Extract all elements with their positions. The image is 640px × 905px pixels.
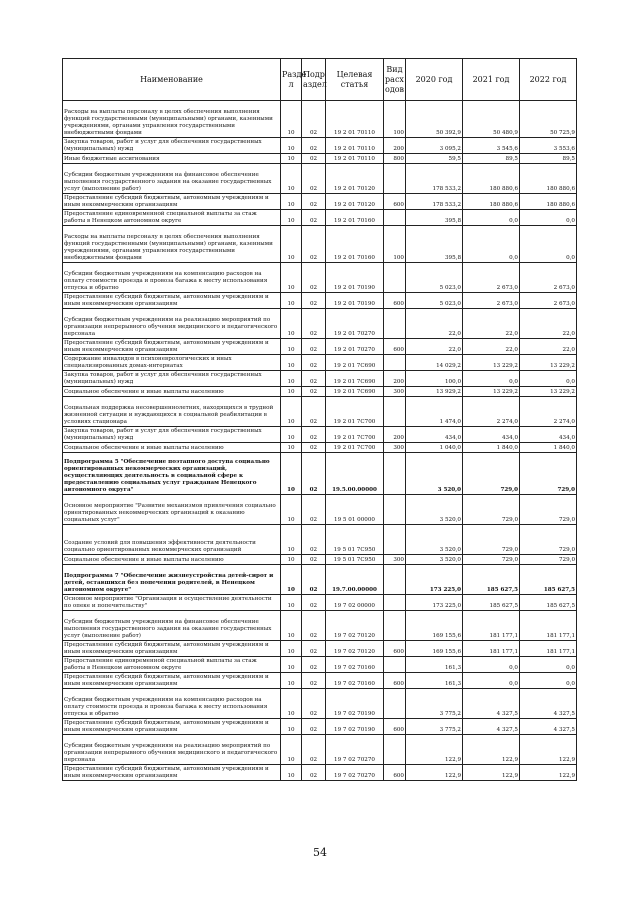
cell-subsection: 02 [302, 657, 326, 673]
cell-year-2022: 0,0 [520, 673, 577, 689]
cell-target-article: 19 2 01 7С690 [326, 371, 384, 387]
cell-year-2021: 2 274,0 [463, 397, 520, 427]
table-row [63, 371, 577, 387]
cell-subsection: 02 [302, 565, 326, 595]
cell-year-2020: 3 520,0 [406, 453, 463, 495]
cell-section: 10 [281, 735, 302, 765]
cell-year-2022: 180 880,6 [520, 164, 577, 194]
cell-year-2022: 13 229,2 [520, 387, 577, 397]
header-year-2020: 2020 год [406, 59, 463, 101]
cell-expense-type [384, 657, 406, 673]
cell-name: Социальное обеспечение и иные выплаты населению [63, 387, 281, 397]
cell-year-2021: 13 229,2 [463, 387, 520, 397]
cell-subsection: 02 [302, 453, 326, 495]
cell-expense-type: 600 [384, 719, 406, 735]
cell-name: Подпрограмма 5 "Обеспечение поэтапного доступа социально ориентированных некоммерческих организаций, осуществляющих деятельность в социальной сфере к предоставлению социальных услуг гражданам Ненецкого автономного округа" [63, 453, 281, 495]
cell-expense-type [384, 689, 406, 719]
cell-expense-type: 200 [384, 427, 406, 443]
cell-year-2022: 180 880,6 [520, 194, 577, 210]
cell-name: Предоставление субсидий бюджетным, автономным учреждениям и иным некоммерческим организациям [63, 673, 281, 689]
cell-target-article: 19 2 01 70270 [326, 339, 384, 355]
cell-year-2020: 3 775,2 [406, 719, 463, 735]
cell-year-2022: 0,0 [520, 371, 577, 387]
header-target-article: Целевая статья [326, 59, 384, 101]
cell-year-2020: 395,8 [406, 226, 463, 263]
cell-year-2020: 50 392,9 [406, 101, 463, 138]
cell-target-article: 19 5 01 7С950 [326, 525, 384, 555]
table-row [63, 443, 577, 453]
cell-target-article: 19 7 02 70160 [326, 657, 384, 673]
cell-expense-type [384, 611, 406, 641]
cell-year-2021: 89,5 [463, 154, 520, 164]
cell-target-article: 19 2 01 70160 [326, 210, 384, 226]
cell-year-2021: 2 673,0 [463, 293, 520, 309]
cell-name: Субсидии бюджетным учреждениям на финансовое обеспечение выполнения государственного задания на оказание государственных услуг (выполнение работ) [63, 611, 281, 641]
cell-year-2020: 395,8 [406, 210, 463, 226]
cell-expense-type [384, 495, 406, 525]
cell-year-2022: 729,0 [520, 495, 577, 525]
cell-section: 10 [281, 371, 302, 387]
cell-section: 10 [281, 164, 302, 194]
cell-section: 10 [281, 555, 302, 565]
cell-target-article: 19 2 01 70120 [326, 194, 384, 210]
cell-target-article: 19 2 01 7С700 [326, 397, 384, 427]
cell-section: 10 [281, 443, 302, 453]
header-subsection: Подр аздел [302, 59, 326, 101]
cell-expense-type: 600 [384, 673, 406, 689]
cell-year-2022: 89,5 [520, 154, 577, 164]
table-row [63, 309, 577, 339]
cell-name: Предоставление субсидий бюджетным, автономным учреждениям и иным некоммерческим организациям [63, 293, 281, 309]
cell-year-2020: 173 225,0 [406, 565, 463, 595]
cell-year-2020: 100,0 [406, 371, 463, 387]
cell-year-2021: 434,0 [463, 427, 520, 443]
cell-name: Предоставление единовременной специальной выплаты за стаж работы в Ненецком автономном округе [63, 657, 281, 673]
cell-year-2022: 181 177,1 [520, 641, 577, 657]
cell-year-2021: 0,0 [463, 657, 520, 673]
cell-target-article: 19 7 02 00000 [326, 595, 384, 611]
cell-section: 10 [281, 339, 302, 355]
cell-name: Основное мероприятие "Организация и осуществление деятельности по опеке и попечительству" [63, 595, 281, 611]
cell-section: 10 [281, 641, 302, 657]
cell-year-2020: 13 929,2 [406, 387, 463, 397]
cell-target-article: 19.5.00.00000 [326, 453, 384, 495]
cell-section: 10 [281, 387, 302, 397]
cell-year-2022: 1 840,0 [520, 443, 577, 453]
cell-year-2020: 434,0 [406, 427, 463, 443]
table-row [63, 293, 577, 309]
cell-expense-type: 100 [384, 101, 406, 138]
table-row [63, 555, 577, 565]
cell-year-2022: 122,9 [520, 735, 577, 765]
cell-target-article: 19 2 01 70190 [326, 293, 384, 309]
cell-year-2020: 59,5 [406, 154, 463, 164]
cell-year-2022: 2 274,0 [520, 397, 577, 427]
cell-year-2021: 185 627,5 [463, 595, 520, 611]
cell-name: Субсидии бюджетным учреждениям на реализацию мероприятий по организации непрерывного обучения медицинского и педагогического персонала [63, 309, 281, 339]
cell-subsection: 02 [302, 427, 326, 443]
cell-expense-type [384, 595, 406, 611]
cell-subsection: 02 [302, 355, 326, 371]
cell-section: 10 [281, 611, 302, 641]
cell-year-2021: 122,9 [463, 765, 520, 781]
cell-name: Подпрограмма 7 "Обеспечение жизнеустройства детей-сирот и детей, оставшихся без попечения родителей, в Ненецком автономном округе" [63, 565, 281, 595]
cell-subsection: 02 [302, 194, 326, 210]
cell-year-2022: 4 327,5 [520, 719, 577, 735]
cell-target-article: 19 7 02 70120 [326, 641, 384, 657]
cell-year-2022: 181 177,1 [520, 611, 577, 641]
table-row [63, 673, 577, 689]
header-year-2022: 2022 год [520, 59, 577, 101]
table-header-row [63, 59, 577, 101]
cell-subsection: 02 [302, 443, 326, 453]
cell-expense-type [384, 735, 406, 765]
cell-year-2020: 22,0 [406, 339, 463, 355]
cell-name: Предоставление субсидий бюджетным, автономным учреждениям и иным некоммерческим организациям [63, 339, 281, 355]
cell-target-article: 19 7 02 70160 [326, 673, 384, 689]
cell-target-article: 19 2 01 7С690 [326, 387, 384, 397]
table-row [63, 101, 577, 138]
cell-section: 10 [281, 495, 302, 525]
cell-target-article: 19 5 01 7С950 [326, 555, 384, 565]
cell-year-2021: 0,0 [463, 371, 520, 387]
cell-year-2020: 161,3 [406, 673, 463, 689]
cell-expense-type [384, 565, 406, 595]
cell-year-2020: 122,9 [406, 765, 463, 781]
table-row [63, 765, 577, 781]
budget-table [62, 58, 577, 781]
cell-section: 10 [281, 565, 302, 595]
cell-section: 10 [281, 355, 302, 371]
cell-expense-type: 800 [384, 154, 406, 164]
cell-subsection: 02 [302, 735, 326, 765]
cell-target-article: 19.7.00.00000 [326, 565, 384, 595]
table-row [63, 427, 577, 443]
table-row [63, 657, 577, 673]
cell-expense-type [384, 210, 406, 226]
cell-subsection: 02 [302, 101, 326, 138]
cell-expense-type: 600 [384, 293, 406, 309]
cell-target-article: 19 2 01 7С700 [326, 443, 384, 453]
cell-target-article: 19 7 02 70270 [326, 735, 384, 765]
cell-section: 10 [281, 525, 302, 555]
cell-year-2022: 185 627,5 [520, 565, 577, 595]
table-row [63, 194, 577, 210]
cell-name: Предоставление единовременной специальной выплаты за стаж работы в Ненецком автономном округе [63, 210, 281, 226]
cell-name: Субсидии бюджетным учреждениям на компенсацию расходов на оплату стоимости проезда и провоза багажа к месту использования отпуска и обратно [63, 263, 281, 293]
cell-target-article: 19 2 01 70110 [326, 154, 384, 164]
cell-subsection: 02 [302, 397, 326, 427]
cell-section: 10 [281, 210, 302, 226]
table-row [63, 164, 577, 194]
cell-year-2021: 0,0 [463, 210, 520, 226]
cell-section: 10 [281, 719, 302, 735]
cell-section: 10 [281, 595, 302, 611]
cell-section: 10 [281, 427, 302, 443]
cell-target-article: 19 2 01 70190 [326, 263, 384, 293]
cell-target-article: 19 7 02 70190 [326, 719, 384, 735]
cell-subsection: 02 [302, 525, 326, 555]
cell-section: 10 [281, 194, 302, 210]
cell-year-2022: 0,0 [520, 210, 577, 226]
cell-year-2021: 729,0 [463, 453, 520, 495]
table-row [63, 719, 577, 735]
cell-name: Основное мероприятие "Развитие механизмов привлечения социально ориентированных некоммерческих организаций к оказанию социальных услуг" [63, 495, 281, 525]
table-row [63, 387, 577, 397]
cell-subsection: 02 [302, 495, 326, 525]
cell-year-2021: 181 177,1 [463, 641, 520, 657]
cell-year-2020: 3 520,0 [406, 555, 463, 565]
cell-year-2021: 4 327,5 [463, 689, 520, 719]
cell-subsection: 02 [302, 387, 326, 397]
cell-year-2021: 180 880,6 [463, 194, 520, 210]
cell-name: Предоставление субсидий бюджетным, автономным учреждениям и иным некоммерческим организациям [63, 765, 281, 781]
cell-year-2022: 50 725,9 [520, 101, 577, 138]
cell-section: 10 [281, 453, 302, 495]
cell-year-2021: 22,0 [463, 339, 520, 355]
cell-target-article: 19 5 01 00000 [326, 495, 384, 525]
cell-year-2021: 185 627,5 [463, 565, 520, 595]
cell-year-2021: 122,9 [463, 735, 520, 765]
cell-name: Расходы на выплаты персоналу в целях обеспечения выполнения функций государственными (муниципальными) органами, казенными учреждениями, органами управления государственными внебюджетными фондами [63, 226, 281, 263]
table-row [63, 641, 577, 657]
cell-target-article: 19 2 01 70120 [326, 164, 384, 194]
cell-year-2020: 173 225,0 [406, 595, 463, 611]
cell-year-2020: 169 155,6 [406, 611, 463, 641]
cell-subsection: 02 [302, 263, 326, 293]
cell-expense-type: 600 [384, 641, 406, 657]
cell-subsection: 02 [302, 309, 326, 339]
cell-expense-type [384, 309, 406, 339]
table-row [63, 226, 577, 263]
cell-name: Закупка товаров, работ и услуг для обеспечения государственных (муниципальных) нужд [63, 371, 281, 387]
cell-year-2022: 22,0 [520, 339, 577, 355]
cell-subsection: 02 [302, 719, 326, 735]
cell-year-2021: 3 545,6 [463, 138, 520, 154]
cell-target-article: 19 7 02 70270 [326, 765, 384, 781]
cell-expense-type [384, 397, 406, 427]
table-row [63, 210, 577, 226]
cell-section: 10 [281, 101, 302, 138]
cell-name: Субсидии бюджетным учреждениям на финансовое обеспечение выполнения государственного задания на оказание государственных услуг (выполнение работ) [63, 164, 281, 194]
cell-year-2022: 729,0 [520, 525, 577, 555]
cell-year-2021: 22,0 [463, 309, 520, 339]
cell-year-2020: 178 533,2 [406, 194, 463, 210]
cell-section: 10 [281, 293, 302, 309]
cell-year-2020: 3 095,2 [406, 138, 463, 154]
cell-expense-type: 300 [384, 555, 406, 565]
cell-subsection: 02 [302, 673, 326, 689]
cell-year-2020: 169 155,6 [406, 641, 463, 657]
cell-year-2022: 434,0 [520, 427, 577, 443]
cell-name: Предоставление субсидий бюджетным, автономным учреждениям и иным некоммерческим организациям [63, 641, 281, 657]
cell-subsection: 02 [302, 555, 326, 565]
cell-expense-type [384, 263, 406, 293]
cell-section: 10 [281, 689, 302, 719]
cell-year-2022: 22,0 [520, 309, 577, 339]
cell-subsection: 02 [302, 765, 326, 781]
cell-year-2021: 0,0 [463, 673, 520, 689]
cell-target-article: 19 2 01 70270 [326, 309, 384, 339]
cell-section: 10 [281, 309, 302, 339]
cell-target-article: 19 2 01 70110 [326, 138, 384, 154]
table-row [63, 339, 577, 355]
cell-year-2021: 180 880,6 [463, 164, 520, 194]
cell-section: 10 [281, 673, 302, 689]
cell-section: 10 [281, 138, 302, 154]
cell-year-2022: 729,0 [520, 453, 577, 495]
cell-year-2021: 729,0 [463, 555, 520, 565]
cell-subsection: 02 [302, 339, 326, 355]
cell-year-2022: 0,0 [520, 226, 577, 263]
table-row [63, 689, 577, 719]
cell-expense-type [384, 164, 406, 194]
cell-section: 10 [281, 154, 302, 164]
cell-name: Содержание инвалидов в психоневрологических и иных специализированных домах-интернатах [63, 355, 281, 371]
cell-year-2022: 13 229,2 [520, 355, 577, 371]
cell-subsection: 02 [302, 293, 326, 309]
cell-section: 10 [281, 263, 302, 293]
cell-expense-type: 600 [384, 765, 406, 781]
cell-year-2020: 1 040,0 [406, 443, 463, 453]
cell-name: Субсидии бюджетным учреждениям на реализацию мероприятий по организации непрерывного обучения медицинского и педагогического персонала [63, 735, 281, 765]
cell-subsection: 02 [302, 164, 326, 194]
cell-year-2021: 729,0 [463, 525, 520, 555]
cell-year-2020: 3 520,0 [406, 495, 463, 525]
cell-name: Предоставление субсидий бюджетным, автономным учреждениям и иным некоммерческим организациям [63, 719, 281, 735]
table-row [63, 154, 577, 164]
cell-subsection: 02 [302, 641, 326, 657]
table-row [63, 495, 577, 525]
cell-subsection: 02 [302, 226, 326, 263]
cell-name: Субсидии бюджетным учреждениям на компенсацию расходов на оплату стоимости проезда и провоза багажа к месту использования отпуска и обратно [63, 689, 281, 719]
cell-expense-type: 300 [384, 443, 406, 453]
cell-name: Создание условий для повышения эффективности деятельности социально ориентированных некоммерческих организаций [63, 525, 281, 555]
cell-year-2021: 2 673,0 [463, 263, 520, 293]
cell-name: Социальное обеспечение и иные выплаты населению [63, 555, 281, 565]
cell-year-2020: 122,9 [406, 735, 463, 765]
cell-subsection: 02 [302, 154, 326, 164]
cell-name: Расходы на выплаты персоналу в целях обеспечения выполнения функций государственными (муниципальными) органами, казенными учреждениями, органами управления государственными внебюджетными фондами [63, 101, 281, 138]
table-row [63, 595, 577, 611]
cell-year-2021: 0,0 [463, 226, 520, 263]
cell-section: 10 [281, 397, 302, 427]
cell-year-2020: 178 533,2 [406, 164, 463, 194]
document-page [62, 58, 576, 781]
cell-year-2020: 14 029,2 [406, 355, 463, 371]
table-row [63, 263, 577, 293]
cell-subsection: 02 [302, 595, 326, 611]
cell-expense-type [384, 453, 406, 495]
cell-expense-type: 100 [384, 226, 406, 263]
cell-year-2022: 2 673,0 [520, 293, 577, 309]
cell-expense-type [384, 525, 406, 555]
page-number: 54 [313, 846, 327, 859]
cell-year-2020: 5 023,0 [406, 293, 463, 309]
table-row [63, 138, 577, 154]
cell-section: 10 [281, 226, 302, 263]
cell-expense-type: 200 [384, 138, 406, 154]
cell-target-article: 19 7 02 70120 [326, 611, 384, 641]
cell-subsection: 02 [302, 689, 326, 719]
cell-year-2021: 4 327,5 [463, 719, 520, 735]
cell-subsection: 02 [302, 371, 326, 387]
header-name: Наименование [63, 59, 281, 101]
cell-expense-type: 600 [384, 194, 406, 210]
cell-year-2021: 729,0 [463, 495, 520, 525]
cell-year-2020: 3 520,0 [406, 525, 463, 555]
cell-year-2020: 161,3 [406, 657, 463, 673]
cell-year-2022: 0,0 [520, 657, 577, 673]
cell-target-article: 19 2 01 7С690 [326, 355, 384, 371]
table-row [63, 453, 577, 495]
cell-year-2022: 2 673,0 [520, 263, 577, 293]
cell-target-article: 19 2 01 7С700 [326, 427, 384, 443]
cell-year-2021: 1 840,0 [463, 443, 520, 453]
cell-section: 10 [281, 657, 302, 673]
cell-year-2020: 3 775,2 [406, 689, 463, 719]
cell-year-2022: 4 327,5 [520, 689, 577, 719]
header-expense-type: Вид расх одов [384, 59, 406, 101]
cell-year-2022: 185 627,5 [520, 595, 577, 611]
cell-name: Иные бюджетные ассигнования [63, 154, 281, 164]
cell-subsection: 02 [302, 138, 326, 154]
cell-section: 10 [281, 765, 302, 781]
cell-target-article: 19 2 01 70160 [326, 226, 384, 263]
cell-name: Закупка товаров, работ и услуг для обеспечения государственных (муниципальных) нужд [63, 138, 281, 154]
cell-expense-type [384, 355, 406, 371]
table-row [63, 525, 577, 555]
cell-name: Закупка товаров, работ и услуг для обеспечения государственных (муниципальных) нужд [63, 427, 281, 443]
cell-year-2021: 181 177,1 [463, 611, 520, 641]
table-body [63, 101, 577, 781]
table-row [63, 397, 577, 427]
cell-name: Предоставление субсидий бюджетным, автономным учреждениям и иным некоммерческим организациям [63, 194, 281, 210]
table-row [63, 565, 577, 595]
table-row [63, 611, 577, 641]
cell-year-2021: 13 229,2 [463, 355, 520, 371]
cell-target-article: 19 7 02 70190 [326, 689, 384, 719]
cell-name: Социальная поддержка несовершеннолетних, находящихся в трудной жизненной ситуации и нуждающихся в социальной реабилитации в условиях стационара [63, 397, 281, 427]
cell-expense-type: 300 [384, 387, 406, 397]
cell-year-2021: 50 480,9 [463, 101, 520, 138]
cell-year-2022: 729,0 [520, 555, 577, 565]
table-row [63, 735, 577, 765]
cell-year-2022: 122,9 [520, 765, 577, 781]
table-row [63, 355, 577, 371]
cell-subsection: 02 [302, 611, 326, 641]
cell-year-2020: 22,0 [406, 309, 463, 339]
cell-subsection: 02 [302, 210, 326, 226]
cell-year-2022: 3 553,6 [520, 138, 577, 154]
cell-target-article: 19 2 01 70110 [326, 101, 384, 138]
header-section: Разде л [281, 59, 302, 101]
cell-year-2020: 1 474,0 [406, 397, 463, 427]
cell-year-2020: 5 023,0 [406, 263, 463, 293]
cell-name: Социальное обеспечение и иные выплаты населению [63, 443, 281, 453]
cell-expense-type: 200 [384, 371, 406, 387]
header-year-2021: 2021 год [463, 59, 520, 101]
cell-expense-type: 600 [384, 339, 406, 355]
